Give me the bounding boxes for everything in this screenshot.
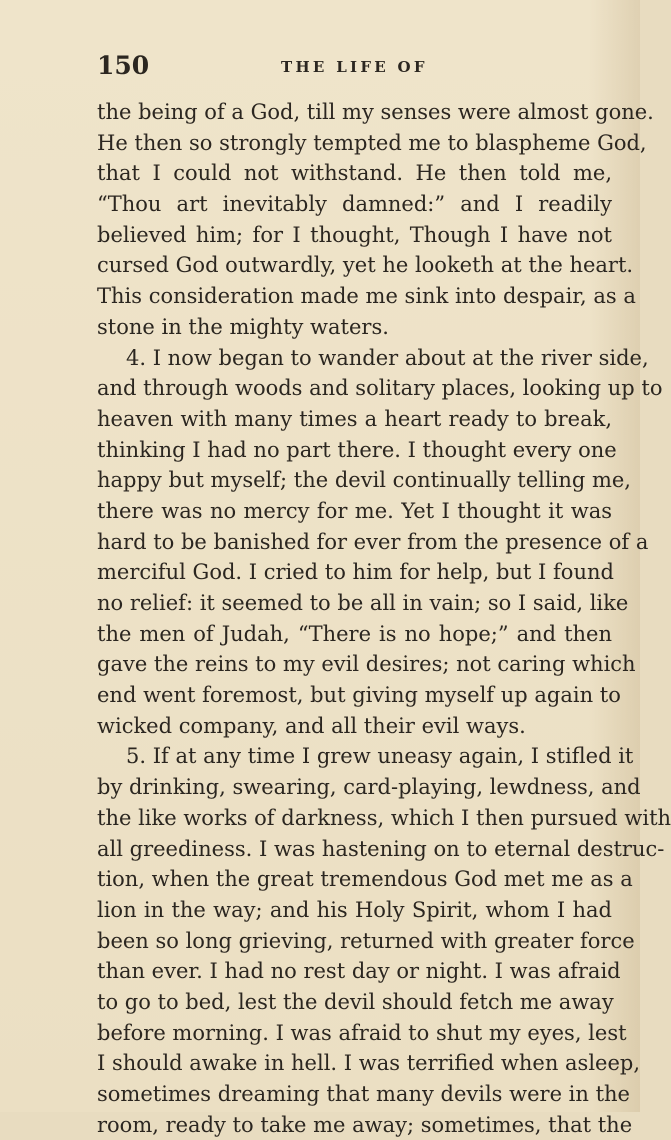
text-line: thinking I had no part there. I thought every one — [97, 437, 617, 462]
text-line: believed him; for I thought, Though I have not — [97, 222, 612, 247]
text-line: cursed God outwardly, yet he looketh at the heart. — [97, 253, 634, 278]
text-line: sometimes dreaming that many devils were in the — [97, 1082, 630, 1106]
text-line: before morning. I was afraid to shut my eyes, lest — [97, 1020, 627, 1045]
text-line: and through woods and solitary places, looking up to — [97, 376, 663, 401]
text-line: tion, when the great tremendous God met me as a — [97, 867, 633, 892]
text-line: the men of Judah, “There is no hope;” and then — [97, 621, 612, 646]
running-head — [97, 52, 613, 84]
text-line: by drinking, swearing, card-playing, lewdness, and — [97, 775, 641, 800]
text-line: heaven with many times a heart ready to break, — [97, 406, 612, 431]
text-line: stone in the mighty waters. — [97, 314, 389, 339]
text-line: than ever. I had no rest day or night. I was afraid — [97, 959, 621, 984]
text-line: lion in the way; and his Holy Spirit, whom I had — [97, 897, 612, 922]
text-line: room, ready to take me away; sometimes, that the — [97, 1112, 633, 1137]
text-line: “Thou art inevitably damned:” and I readily — [97, 192, 612, 217]
text-line: no relief: it seemed to be all in vain; so I said, like — [97, 591, 629, 615]
text-line: the like works of darkness, which I then pursued with — [97, 805, 671, 830]
text-line: there was no mercy for me. Yet I thought it was — [97, 498, 612, 523]
text-line: end went foremost, but giving myself up again to — [97, 683, 621, 708]
text-line: all greediness. I was hastening on to eternal destruc- — [97, 836, 665, 861]
running-title: THE LIFE OF — [281, 58, 428, 76]
text-line: to go to bed, lest the devil should fetch me away — [97, 989, 614, 1014]
text-line: This consideration made me sink into despair, as a — [97, 284, 636, 309]
text-line: that I could not withstand. He then told me, — [97, 161, 612, 186]
body-text — [97, 97, 671, 1140]
text-line: merciful God. I cried to him for help, but I found — [97, 560, 614, 585]
text-line: been so long grieving, returned with greater force — [97, 928, 635, 953]
text-line: hard to be banished for ever from the presence of a — [97, 529, 649, 554]
text-line: happy but myself; the devil continually telling me, — [97, 468, 631, 493]
paragraph-start-line: 5. If at any time I grew uneasy again, I stifled it — [126, 744, 634, 769]
text-line: He then so strongly tempted me to blaspheme God, — [97, 130, 647, 155]
page-number: 150 — [97, 51, 150, 80]
text-line: gave the reins to my evil desires; not caring which — [97, 652, 636, 677]
paragraph-start-line: 4. I now began to wander about at the river side, — [126, 345, 649, 370]
text-line: the being of a God, till my senses were almost gone. — [97, 100, 654, 124]
text-line: I should awake in hell. I was terrified when asleep, — [97, 1051, 641, 1076]
text-line: wicked company, and all their evil ways. — [97, 713, 526, 738]
